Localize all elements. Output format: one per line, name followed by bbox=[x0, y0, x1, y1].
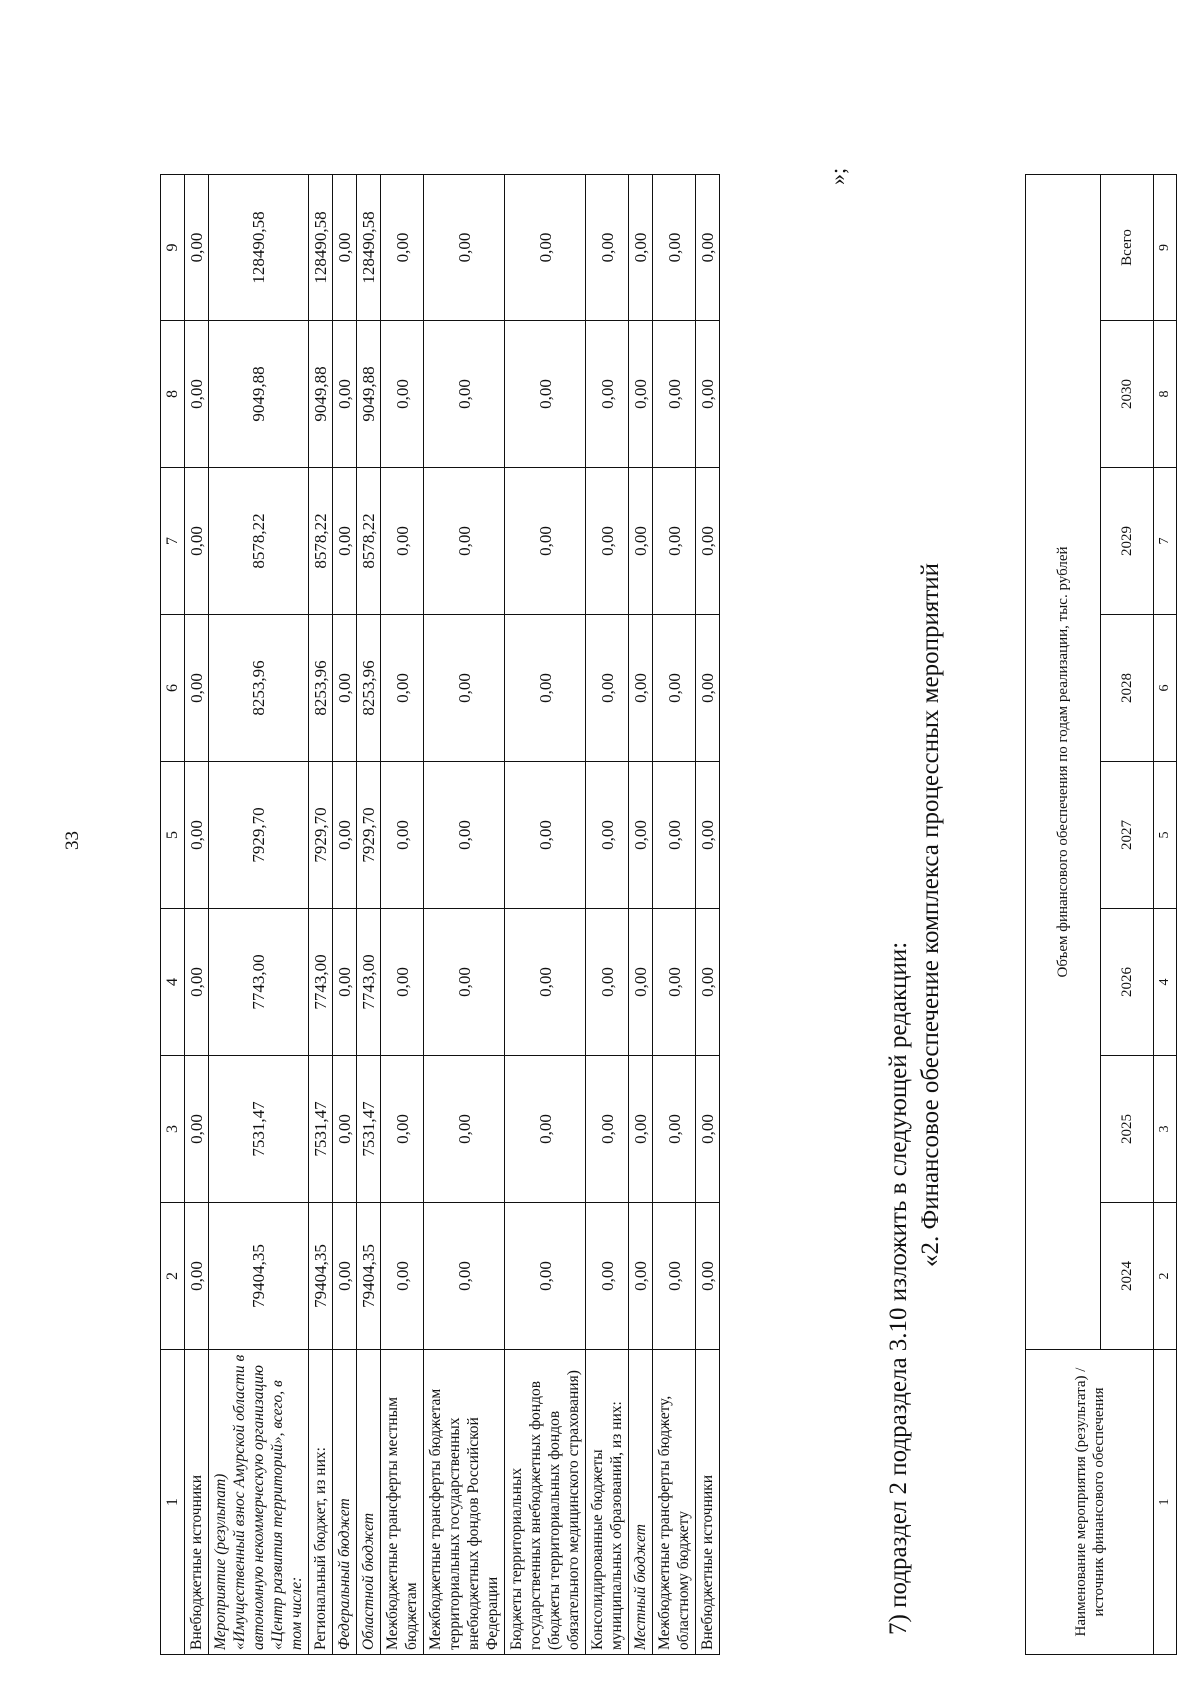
column-index: 4 bbox=[1154, 909, 1177, 1056]
cell-value: 79404,35 bbox=[309, 1203, 333, 1350]
row-label: Мероприятие (результат) «Имущественный взнос Амурской области в автономную некоммерческую организацию «Центр развития территорий», всего, в том числе: bbox=[209, 1350, 309, 1655]
cell-value: 0,00 bbox=[333, 1203, 357, 1350]
cell-value: 0,00 bbox=[424, 909, 505, 1056]
cell-value: 0,00 bbox=[333, 615, 357, 762]
cell-value: 7929,70 bbox=[309, 762, 333, 909]
cell-value: 7929,70 bbox=[357, 762, 381, 909]
cell-value: 8578,22 bbox=[357, 468, 381, 615]
cell-value: 0,00 bbox=[653, 909, 696, 1056]
row-label: Местный бюджет bbox=[629, 1350, 653, 1655]
column-header: 8 bbox=[161, 321, 185, 468]
cell-value: 0,00 bbox=[696, 1056, 720, 1203]
cell-value: 0,00 bbox=[586, 762, 629, 909]
cell-value: 0,00 bbox=[696, 615, 720, 762]
cell-value: 0,00 bbox=[653, 1203, 696, 1350]
cell-value: 0,00 bbox=[696, 1203, 720, 1350]
year-header: 2028 bbox=[1101, 615, 1154, 762]
cell-value: 0,00 bbox=[629, 909, 653, 1056]
table-row bbox=[653, 175, 696, 1655]
cell-value: 79404,35 bbox=[209, 1203, 309, 1350]
cell-value: 0,00 bbox=[185, 615, 209, 762]
cell-value: 7743,00 bbox=[357, 909, 381, 1056]
cell-value: 0,00 bbox=[424, 468, 505, 615]
cell-value: 0,00 bbox=[696, 321, 720, 468]
column-header: 7 bbox=[161, 468, 185, 615]
cell-value: 0,00 bbox=[629, 762, 653, 909]
table-row bbox=[424, 175, 505, 1655]
cell-value: 0,00 bbox=[505, 1056, 586, 1203]
cell-value: 7531,47 bbox=[309, 1056, 333, 1203]
column-index: 6 bbox=[1154, 615, 1177, 762]
cell-value: 0,00 bbox=[381, 321, 424, 468]
cell-value: 0,00 bbox=[185, 1203, 209, 1350]
row-label: Областной бюджет bbox=[357, 1350, 381, 1655]
table-row bbox=[333, 175, 357, 1655]
row-label: Федеральный бюджет bbox=[333, 1350, 357, 1655]
cell-value: 128490,58 bbox=[309, 175, 333, 321]
cell-value: 0,00 bbox=[586, 615, 629, 762]
table-row bbox=[185, 175, 209, 1655]
column-index-row bbox=[1154, 174, 1177, 1654]
cell-value: 8578,22 bbox=[309, 468, 333, 615]
year-header: 2030 bbox=[1101, 321, 1154, 468]
cell-value: 8253,96 bbox=[357, 615, 381, 762]
cell-value: 0,00 bbox=[185, 762, 209, 909]
cell-value: 0,00 bbox=[505, 615, 586, 762]
cell-value: 128490,58 bbox=[209, 175, 309, 321]
cell-value: 7531,47 bbox=[357, 1056, 381, 1203]
cell-value: 0,00 bbox=[333, 468, 357, 615]
cell-value: 0,00 bbox=[505, 1203, 586, 1350]
column-index: 9 bbox=[1154, 174, 1177, 320]
funding-volume-header: Объем финансового обеспечения по годам реализации, тыс. рублей bbox=[1026, 174, 1101, 1349]
cell-value: 0,00 bbox=[381, 468, 424, 615]
row-label: Бюджеты территориальных государственных внебюджетных фондов (бюджеты территориальных фондов обязательного медицинского страхования) bbox=[505, 1350, 586, 1655]
cell-value: 7929,70 bbox=[209, 762, 309, 909]
cell-value: 0,00 bbox=[381, 1056, 424, 1203]
cell-value: 0,00 bbox=[653, 615, 696, 762]
cell-value: 0,00 bbox=[505, 909, 586, 1056]
table-row bbox=[629, 175, 653, 1655]
table-row bbox=[586, 175, 629, 1655]
column-header: 9 bbox=[161, 175, 185, 321]
column-index: 2 bbox=[1154, 1203, 1177, 1350]
amendment-instruction: 7) подраздел 2 подраздела 3.10 изложить в следующей редакции: bbox=[885, 941, 912, 1635]
cell-value: 0,00 bbox=[505, 762, 586, 909]
row-label: Внебюджетные источники bbox=[185, 1350, 209, 1655]
cell-value: 0,00 bbox=[381, 175, 424, 321]
cell-value: 0,00 bbox=[424, 175, 505, 321]
table-row bbox=[505, 175, 586, 1655]
cell-value: 0,00 bbox=[185, 468, 209, 615]
row-label: Межбюджетные трансферты бюджетам территориальных государственных внебюджетных фондов Российской Федерации bbox=[424, 1350, 505, 1655]
process-measures-table-header bbox=[1025, 174, 1177, 1655]
cell-value: 0,00 bbox=[629, 1203, 653, 1350]
cell-value: 0,00 bbox=[696, 175, 720, 321]
cell-value: 9049,88 bbox=[209, 321, 309, 468]
column-header: 4 bbox=[161, 909, 185, 1056]
cell-value: 79404,35 bbox=[357, 1203, 381, 1350]
section-title: «2. Финансовое обеспечение комплекса процессных мероприятий bbox=[917, 562, 944, 1268]
table-row bbox=[209, 175, 309, 1655]
column-header: 3 bbox=[161, 1056, 185, 1203]
cell-value: 0,00 bbox=[185, 1056, 209, 1203]
cell-value: 8253,96 bbox=[209, 615, 309, 762]
cell-value: 0,00 bbox=[505, 321, 586, 468]
rotated-page-content bbox=[160, 155, 1200, 1655]
row-label: Региональный бюджет, из них: bbox=[309, 1350, 333, 1655]
year-header: Всего bbox=[1101, 174, 1154, 320]
cell-value: 0,00 bbox=[333, 1056, 357, 1203]
table-row bbox=[381, 175, 424, 1655]
column-header: 6 bbox=[161, 615, 185, 762]
cell-value: 0,00 bbox=[586, 468, 629, 615]
cell-value: 0,00 bbox=[696, 762, 720, 909]
cell-value: 0,00 bbox=[653, 321, 696, 468]
column-header: 1 bbox=[161, 1350, 185, 1655]
cell-value: 0,00 bbox=[381, 615, 424, 762]
cell-value: 8578,22 bbox=[209, 468, 309, 615]
row-label: Межбюджетные трансферты местным бюджетам bbox=[381, 1350, 424, 1655]
cell-value: 0,00 bbox=[653, 1056, 696, 1203]
year-header: 2024 bbox=[1101, 1203, 1154, 1350]
column-header: 2 bbox=[161, 1203, 185, 1350]
cell-value: 0,00 bbox=[629, 615, 653, 762]
financing-table bbox=[160, 174, 720, 1655]
cell-value: 0,00 bbox=[381, 762, 424, 909]
cell-value: 7531,47 bbox=[209, 1056, 309, 1203]
cell-value: 0,00 bbox=[696, 468, 720, 615]
cell-value: 0,00 bbox=[629, 175, 653, 321]
cell-value: 0,00 bbox=[505, 468, 586, 615]
year-header: 2025 bbox=[1101, 1056, 1154, 1203]
cell-value: 0,00 bbox=[185, 909, 209, 1056]
table-row bbox=[309, 175, 333, 1655]
cell-value: 0,00 bbox=[185, 321, 209, 468]
column-header: 5 bbox=[161, 762, 185, 909]
table-row bbox=[357, 175, 381, 1655]
cell-value: 0,00 bbox=[586, 321, 629, 468]
cell-value: 0,00 bbox=[333, 175, 357, 321]
financing-table-body bbox=[161, 175, 720, 1655]
cell-value: 0,00 bbox=[586, 175, 629, 321]
row-label: Межбюджетные трансферты бюджету, областному бюджету bbox=[653, 1350, 696, 1655]
column-index: 7 bbox=[1154, 468, 1177, 615]
cell-value: 0,00 bbox=[333, 909, 357, 1056]
column-index: 3 bbox=[1154, 1056, 1177, 1203]
amendment-text bbox=[885, 175, 945, 1655]
year-header: 2026 bbox=[1101, 909, 1154, 1056]
cell-value: 0,00 bbox=[629, 468, 653, 615]
cell-value: 0,00 bbox=[424, 615, 505, 762]
measure-name-header: Наименование мероприятия (результата) / источник финансового обеспечения bbox=[1026, 1350, 1154, 1655]
cell-value: 0,00 bbox=[185, 175, 209, 321]
cell-value: 9049,88 bbox=[357, 321, 381, 468]
cell-value: 0,00 bbox=[424, 1203, 505, 1350]
cell-value: 0,00 bbox=[586, 1203, 629, 1350]
cell-value: 9049,88 bbox=[309, 321, 333, 468]
cell-value: 0,00 bbox=[333, 762, 357, 909]
cell-value: 0,00 bbox=[424, 321, 505, 468]
cell-value: 0,00 bbox=[629, 1056, 653, 1203]
table-header-row bbox=[161, 175, 185, 1655]
column-index: 8 bbox=[1154, 321, 1177, 468]
cell-value: 0,00 bbox=[653, 175, 696, 321]
cell-value: 0,00 bbox=[333, 321, 357, 468]
cell-value: 0,00 bbox=[381, 909, 424, 1056]
cell-value: 0,00 bbox=[696, 909, 720, 1056]
cell-value: 0,00 bbox=[586, 909, 629, 1056]
cell-value: 0,00 bbox=[586, 1056, 629, 1203]
cell-value: 128490,58 bbox=[357, 175, 381, 321]
cell-value: 7743,00 bbox=[309, 909, 333, 1056]
cell-value: 0,00 bbox=[424, 1056, 505, 1203]
cell-value: 0,00 bbox=[505, 175, 586, 321]
cell-value: 7743,00 bbox=[209, 909, 309, 1056]
year-header: 2027 bbox=[1101, 762, 1154, 909]
year-header: 2029 bbox=[1101, 468, 1154, 615]
cell-value: 0,00 bbox=[629, 321, 653, 468]
table-row bbox=[696, 175, 720, 1655]
cell-value: 0,00 bbox=[653, 468, 696, 615]
cell-value: 8253,96 bbox=[309, 615, 333, 762]
row-label: Внебюджетные источники bbox=[696, 1350, 720, 1655]
cell-value: 0,00 bbox=[424, 762, 505, 909]
cell-value: 0,00 bbox=[653, 762, 696, 909]
column-index: 5 bbox=[1154, 762, 1177, 909]
row-label: Консолидированные бюджеты муниципальных образований, из них: bbox=[586, 1350, 629, 1655]
column-index: 1 bbox=[1154, 1350, 1177, 1655]
closing-quote-mark: »; bbox=[825, 167, 850, 185]
cell-value: 0,00 bbox=[381, 1203, 424, 1350]
page-number: 33 bbox=[62, 831, 83, 850]
